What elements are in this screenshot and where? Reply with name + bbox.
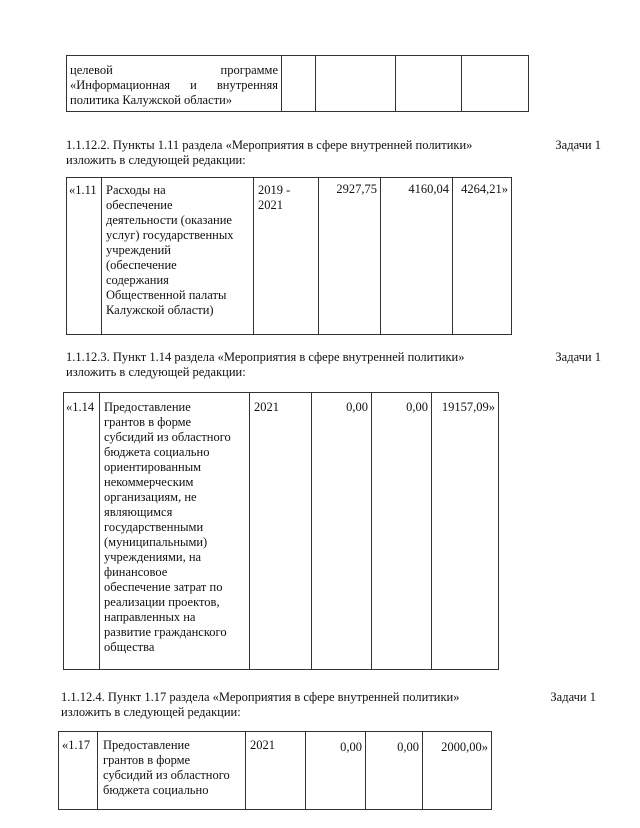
table-2-value-2: 0,00 [371,393,431,669]
table-2 [63,392,499,670]
table-2-name: Предоставление грантов в форме субсидий из областного бюджета социально ориентированным некоммерческим организациям, не являющимся государственными (муниципальными) учреждениями, на финансовое обеспечение затрат по реализации проектов, направленных на развитие гражданского общества [99,393,249,669]
table-3-name: Предоставление грантов в форме субсидий из областного бюджета социально [97,732,245,809]
top-table-cell [461,56,528,111]
table-3 [58,731,492,810]
top-table-cell [281,56,315,111]
table-3-period: 2021 [245,732,305,809]
paragraph-1-line2: изложить в следующей редакции: [66,153,246,167]
top-table-name-cell [67,56,281,111]
paragraph-3-task: Задачи 1 [550,690,596,704]
top-table [66,55,529,112]
paragraph-3-line2: изложить в следующей редакции: [61,705,241,719]
top-table-line: целевой программе [70,63,278,77]
table-2-value-3: 19157,09» [431,393,498,669]
table-2-value-1: 0,00 [311,393,371,669]
paragraph-1-text: 1.1.12.2. Пункты 1.11 раздела «Мероприятия в сфере внутренней политики» [66,138,473,152]
table-1-value-3: 4264,21» [452,178,511,334]
table-1-value-2: 4160,04 [380,178,452,334]
table-2-period: 2021 [249,393,311,669]
paragraph-2-text: 1.1.12.3. Пункт 1.14 раздела «Мероприятия в сфере внутренней политики» [66,350,465,364]
table-3-value-1: 0,00 [305,732,365,809]
table-1-name: Расходы на обеспечение деятельности (оказание услуг) государственных учреждений (обеспечение содержания Общественной палаты Калужской области) [101,178,253,334]
table-1-value-1: 2927,75 [318,178,380,334]
table-3-value-3: 2000,00» [422,732,491,809]
table-1-num: «1.11 [69,183,97,197]
paragraph-3-text: 1.1.12.4. Пункт 1.17 раздела «Мероприятия в сфере внутренней политики» [61,690,460,704]
table-1-period: 2019 - 2021 [253,178,318,334]
top-table-line: политика Калужской области» [70,93,233,107]
table-2-num: «1.14 [66,400,95,414]
table-1 [66,177,512,335]
paragraph-2-task: Задачи 1 [555,350,601,364]
paragraph-1 [66,138,601,168]
paragraph-1-task: Задачи 1 [555,138,601,152]
top-table-line: «Информационная и внутренняя [70,78,278,92]
paragraph-2 [66,350,601,380]
top-table-cell [395,56,461,111]
paragraph-3 [61,690,596,720]
table-3-value-2: 0,00 [365,732,422,809]
table-3-num: «1.17 [62,738,91,752]
top-table-cell [315,56,395,111]
paragraph-2-line2: изложить в следующей редакции: [66,365,246,379]
